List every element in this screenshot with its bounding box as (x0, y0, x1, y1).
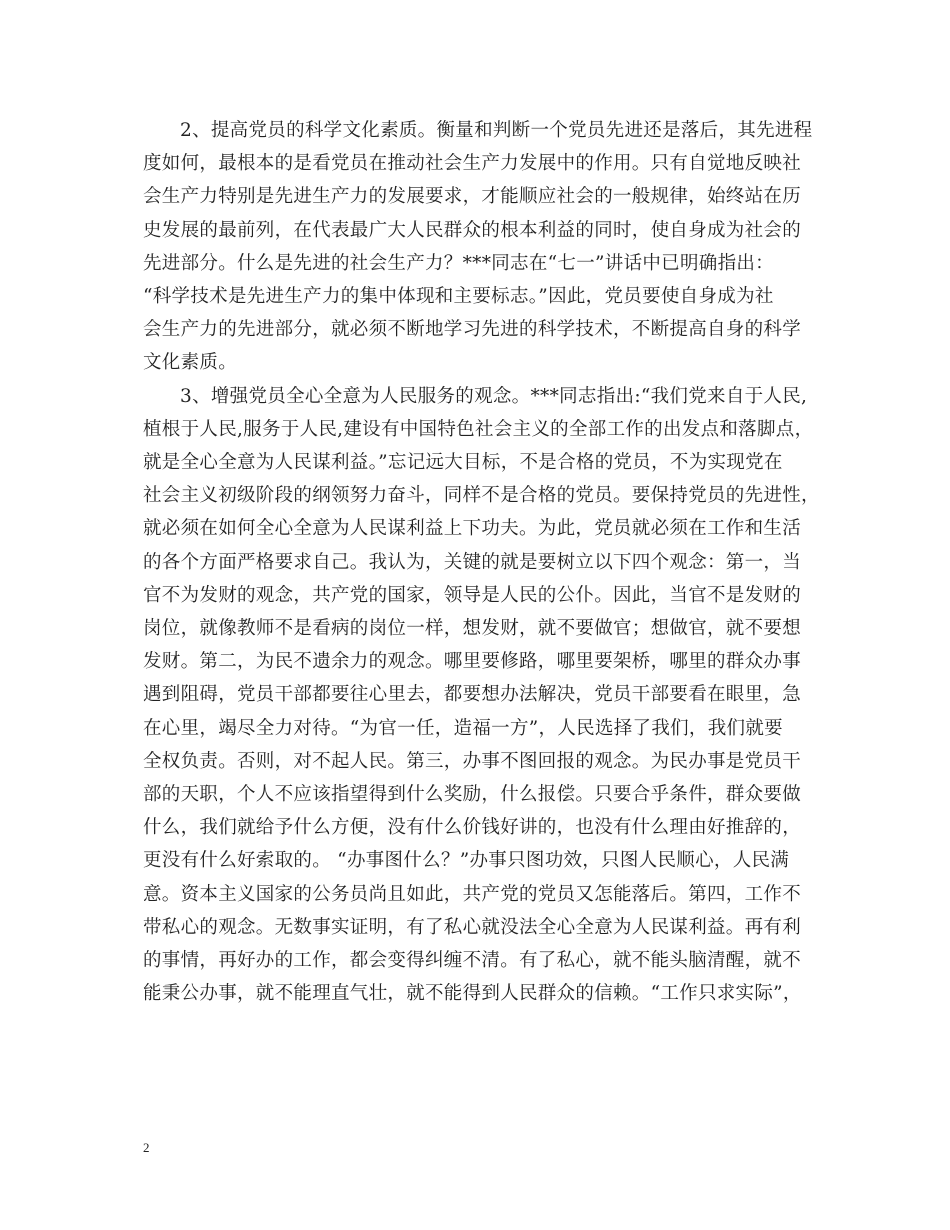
text-line: 文化素质。 (143, 352, 238, 374)
text-line: 的事情，再好办的工作，都会变得纠缠不清。有了私心，就不能头脑清醒，就不 (143, 950, 802, 972)
text-line: 社会主义初级阶段的纲领努力奋斗，同样不是合格的党员。要保持党员的先进性， (143, 485, 820, 507)
text-line: 意。资本主义国家的公务员尚且如此，共产党的党员又怎能落后。第四，工作不 (143, 883, 802, 905)
text-line: 在心里，竭尽全力对待。“为官一任，造福一方”，人民选择了我们，我们就要 (143, 717, 783, 739)
text-line: “科学技术是先进生产力的集中体现和主要标志。”因此，党员要使自身成为社 (143, 286, 774, 308)
text-line: 就是全心全意为人民谋利益。”忘记远大目标，不是合格的党员，不为实现党在 (143, 452, 783, 474)
paragraph (143, 114, 813, 380)
text-line: 发财。第二，为民不遗余力的观念。哪里要修路，哪里要架桥，哪里的群众办事 (143, 651, 802, 673)
paragraph (143, 380, 820, 1011)
text-line: 的各个方面严格要求自己。我认为，关键的就是要树立以下四个观念：第一，当 (143, 551, 802, 573)
text-line: 什么，我们就给予什么方便，没有什么价钱好讲的，也没有什么理由好推辞的， (143, 817, 802, 839)
page-number: 2 (143, 1140, 150, 1155)
text-line: 植根于人民,服务于人民,建设有中国特色社会主义的全部工作的出发点和落脚点， (143, 418, 814, 440)
text-line: 就必须在如何全心全意为人民谋利益上下功夫。为此，党员就必须在工作和生活 (143, 518, 802, 540)
text-line: 更没有什么好索取的。 “办事图什么？”办事只图功效，只图人民顺心，人民满 (143, 850, 790, 872)
text-line: 会生产力的先进部分，就必须不断地学习先进的科学技术，不断提高自身的科学 (143, 319, 802, 341)
text-line: 3、增强党员全心全意为人民服务的观念。***同志指出:“我们党来自于人民, (180, 385, 808, 407)
text-line: 能秉公办事，就不能理直气壮，就不能得到人民群众的信赖。“工作只求实际”， (143, 983, 802, 1005)
text-line: 2、提高党员的科学文化素质。衡量和判断一个党员先进还是落后，其先进程 (180, 120, 813, 141)
text-line: 遇到阻碍，党员干部都要往心里去，都要想办法解决，党员干部要看在眼里，急 (143, 684, 802, 706)
text-line: 全权负责。否则，对不起人民。第三，办事不图回报的观念。为民办事是党员干 (143, 750, 802, 772)
text-line: 岗位，就像教师不是看病的岗位一样，想发财，就不要做官；想做官，就不要想 (143, 618, 802, 640)
text-line: 先进部分。什么是先进的社会生产力？***同志在“七一”讲话中已明确指出： (143, 252, 774, 274)
text-line: 史发展的最前列，在代表最广大人民群众的根本利益的同时，使自身成为社会的 (143, 219, 802, 241)
text-line: 部的天职，个人不应该指望得到什么奖励，什么报偿。只要合乎条件，群众要做 (143, 784, 802, 806)
text-line: 度如何，最根本的是看党员在推动社会生产力发展中的作用。只有自觉地反映社 (143, 153, 802, 175)
text-line: 官不为发财的观念，共产党的国家，领导是人民的公仆。因此，当官不是发财的 (143, 584, 802, 606)
text-line: 带私心的观念。无数事实证明，有了私心就没法全心全意为人民谋利益。再有利 (143, 916, 802, 938)
text-line: 会生产力特别是先进生产力的发展要求，才能顺应社会的一般规律，始终站在历 (143, 186, 802, 208)
document-body (143, 114, 820, 1010)
